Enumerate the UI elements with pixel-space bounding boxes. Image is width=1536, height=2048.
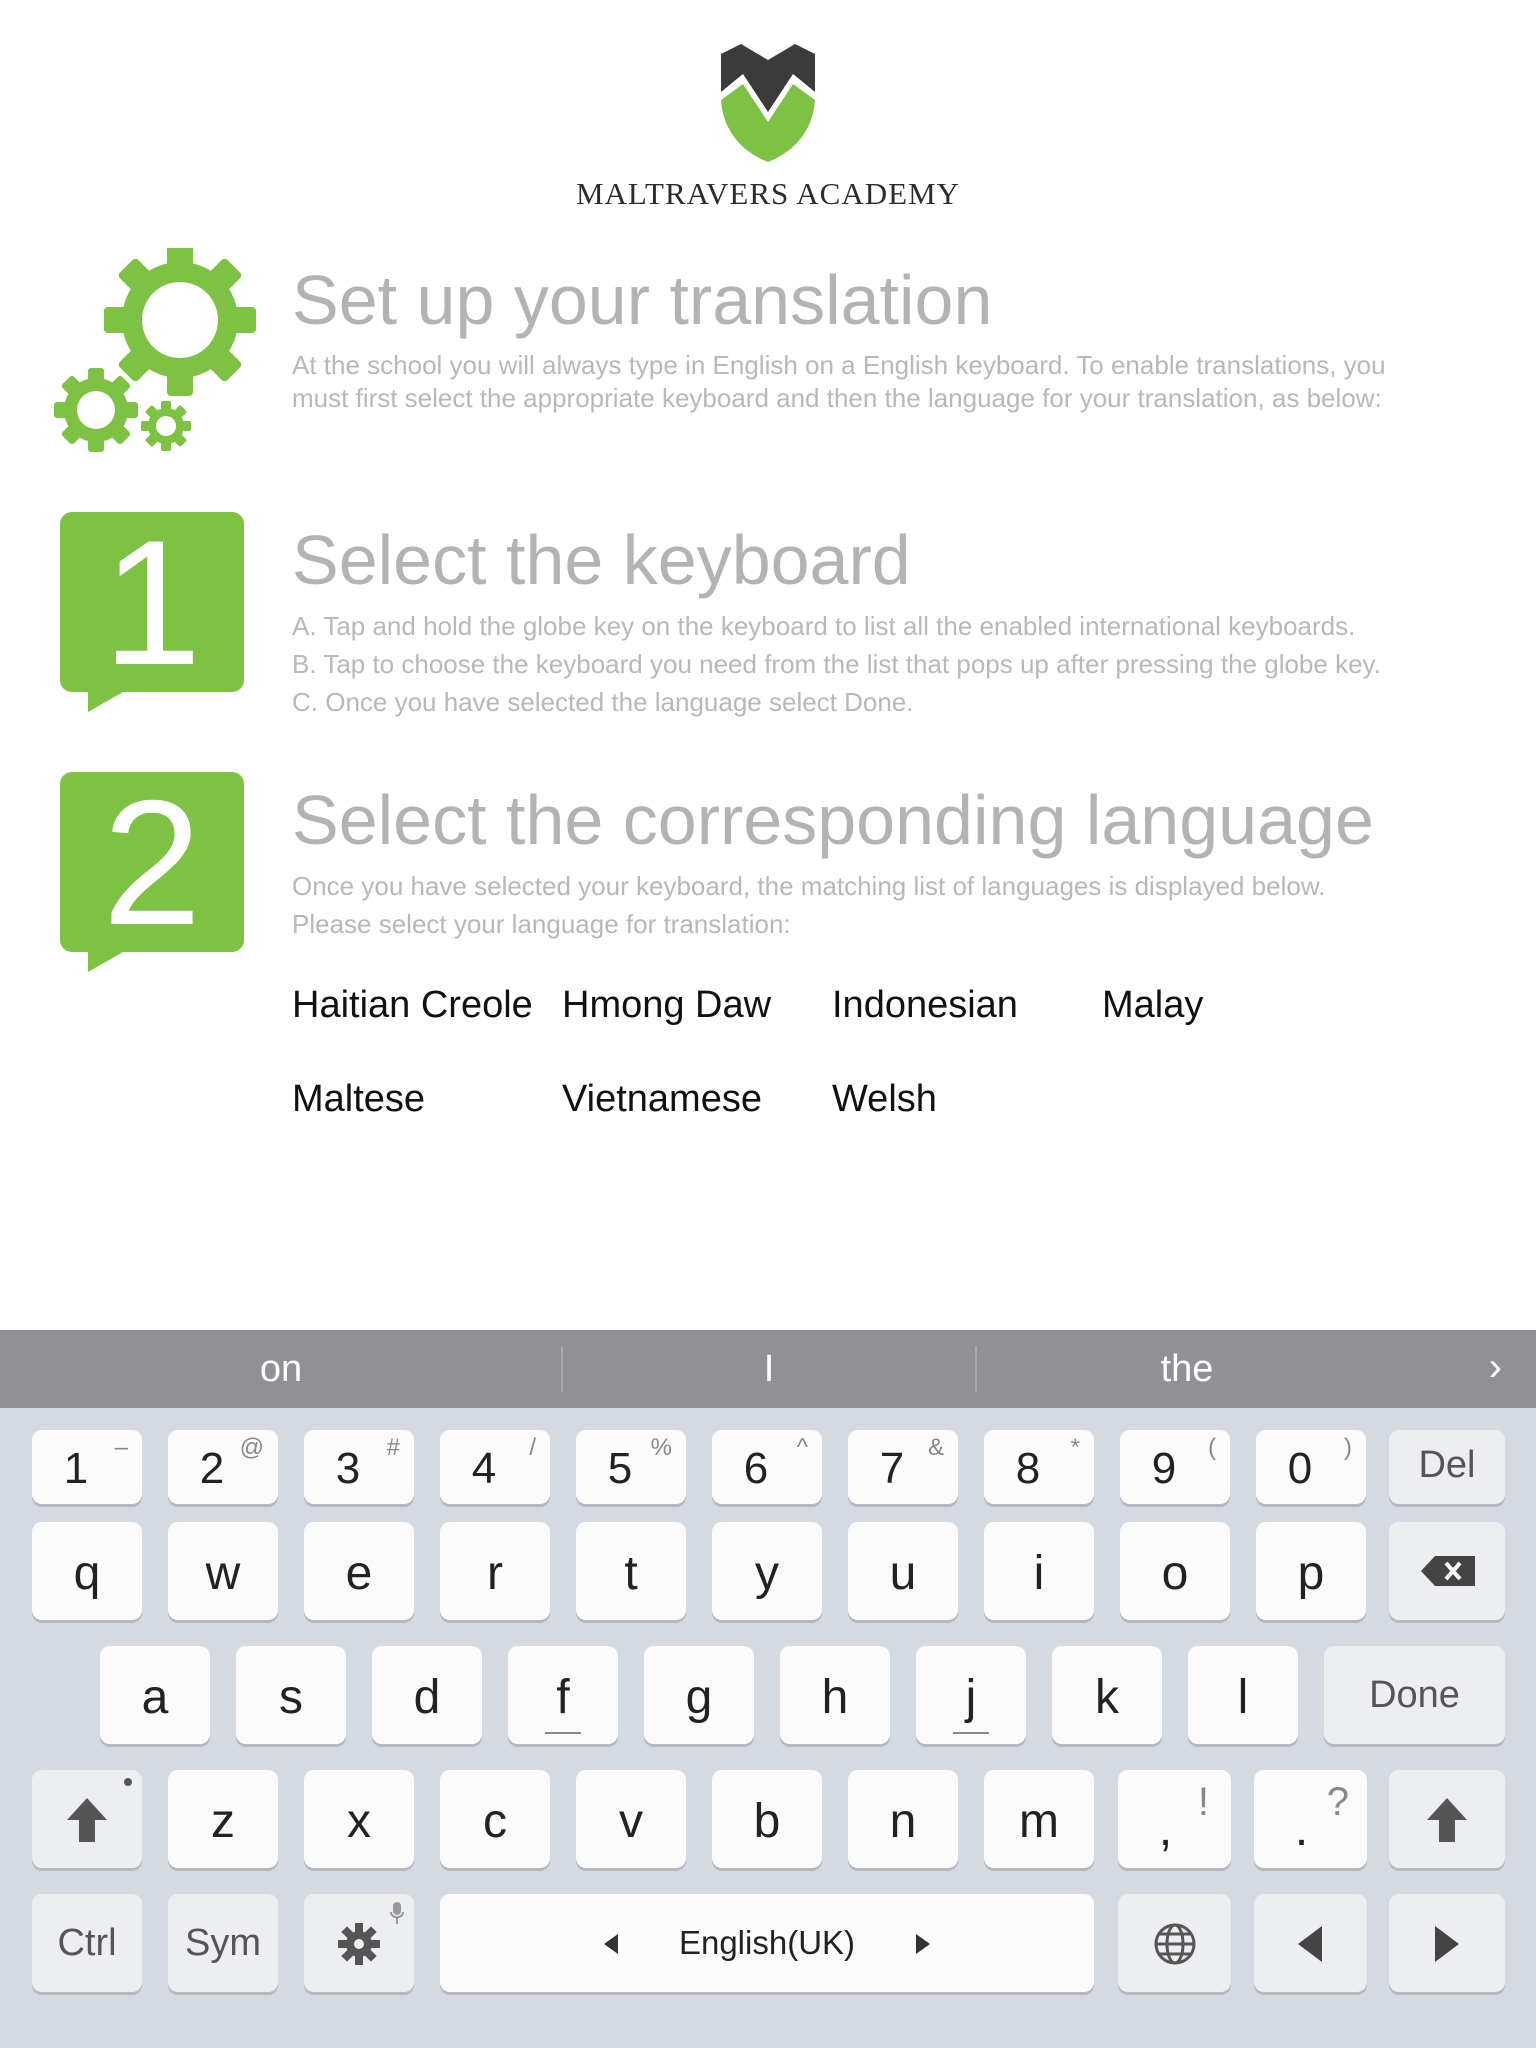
ctrl-key[interactable] [32, 1894, 142, 1992]
letter-key[interactable] [848, 1770, 958, 1868]
sym-key-label: Sym [185, 1922, 261, 1964]
letter-key-label: y [755, 1547, 779, 1600]
letter-key-label: f [556, 1671, 570, 1724]
step-1-title: Select the keyboard [292, 521, 911, 599]
done-key[interactable] [1324, 1646, 1505, 1744]
number-key-main: 3 [335, 1444, 361, 1493]
letter-key[interactable] [304, 1770, 414, 1868]
setup-line: must first select the appropriate keyboard and then the language for your translation, as below: [292, 383, 1382, 413]
number-key-alt: – [114, 1434, 128, 1461]
shift-icon [67, 1798, 107, 1842]
letter-key[interactable] [508, 1646, 618, 1744]
number-key[interactable] [440, 1430, 550, 1504]
globe-key[interactable] [1118, 1894, 1231, 1992]
globe-icon [1153, 1922, 1197, 1966]
step-1-line-b: B. Tap to choose the keyboard you need from the list that pops up after pressing the globe key. [292, 649, 1381, 679]
space-key[interactable] [440, 1894, 1094, 1992]
period-key-alt: ? [1326, 1780, 1349, 1824]
language-welsh[interactable]: Welsh [832, 1078, 937, 1120]
backspace-icon [1421, 1556, 1475, 1586]
step-2-line: Once you have selected your keyboard, the matching list of languages is displayed below. [292, 871, 1326, 901]
comma-key-alt: ! [1197, 1780, 1209, 1824]
suggestion-bar [0, 1330, 1536, 1408]
space-right-triangle-icon [916, 1934, 930, 1954]
letter-key-label: m [1019, 1795, 1059, 1848]
letter-key-label: n [889, 1795, 917, 1848]
step-2-line: Please select your language for translation: [292, 909, 791, 939]
letter-key[interactable] [236, 1646, 346, 1744]
school-name: MALTRAVERS ACADEMY [575, 176, 961, 211]
number-key[interactable] [32, 1430, 142, 1504]
letter-key[interactable] [984, 1522, 1094, 1620]
ctrl-key-label: Ctrl [57, 1922, 117, 1964]
number-key-alt: ^ [796, 1434, 808, 1461]
letter-key[interactable] [576, 1522, 686, 1620]
suggestion-on[interactable]: on [259, 1348, 303, 1390]
letter-key[interactable] [440, 1770, 550, 1868]
comma-key[interactable] [1118, 1770, 1231, 1868]
home-key-marker [545, 1732, 581, 1734]
del-key-label: Del [1418, 1444, 1476, 1486]
keyboard [0, 1408, 1536, 2048]
letter-key[interactable] [168, 1770, 278, 1868]
del-key[interactable] [1389, 1430, 1505, 1504]
comma-key-main: , [1158, 1803, 1173, 1856]
letter-key[interactable] [916, 1646, 1026, 1744]
letter-key[interactable] [712, 1522, 822, 1620]
letter-key-label: u [889, 1547, 917, 1600]
letter-key-label: a [141, 1671, 169, 1724]
left-arrow-icon [1298, 1926, 1322, 1962]
number-key[interactable] [1120, 1430, 1230, 1504]
letter-key[interactable] [1188, 1646, 1298, 1744]
microphone-icon [390, 1902, 404, 1924]
language-indonesian[interactable]: Indonesian [832, 984, 1018, 1026]
chevron-right-icon[interactable]: › [1488, 1345, 1502, 1389]
sym-key[interactable] [168, 1894, 278, 1992]
language-hmong-daw[interactable]: Hmong Daw [562, 984, 772, 1026]
caps-indicator [124, 1778, 132, 1786]
shift-right-key[interactable] [1389, 1770, 1505, 1868]
step-2-title: Select the corresponding language [292, 781, 1374, 859]
number-key-main: 6 [743, 1444, 769, 1493]
number-key-main: 7 [879, 1444, 905, 1493]
letter-key[interactable] [644, 1646, 754, 1744]
letter-key[interactable] [780, 1646, 890, 1744]
language-maltese[interactable]: Maltese [292, 1078, 426, 1120]
number-key-main: 9 [1151, 1444, 1177, 1493]
done-key-label: Done [1369, 1674, 1460, 1716]
gear-icon [337, 1922, 381, 1966]
suggestion-the[interactable]: the [1160, 1348, 1214, 1390]
period-key[interactable] [1254, 1770, 1367, 1868]
language-malay[interactable]: Malay [1102, 984, 1204, 1026]
letter-key-label: w [205, 1547, 241, 1600]
letter-key-label: p [1297, 1547, 1325, 1600]
number-key[interactable] [848, 1430, 958, 1504]
letter-key-label: d [413, 1671, 441, 1724]
number-key-main: 5 [607, 1444, 633, 1493]
letter-key-label: i [1033, 1547, 1045, 1600]
number-key-main: 4 [471, 1444, 497, 1493]
letter-key-label: r [487, 1547, 503, 1600]
letter-key-label: s [279, 1671, 303, 1724]
number-key-alt: & [927, 1434, 944, 1461]
number-key-alt: % [650, 1434, 672, 1461]
setup-description [292, 349, 1492, 415]
shift-left-key[interactable] [32, 1770, 142, 1868]
number-key-alt: # [386, 1434, 400, 1461]
letter-key[interactable] [1052, 1646, 1162, 1744]
letter-key[interactable] [848, 1522, 958, 1620]
letter-key[interactable] [372, 1646, 482, 1744]
step-2-badge [60, 772, 244, 977]
letter-key[interactable] [984, 1770, 1094, 1868]
letter-key-label: z [211, 1795, 235, 1848]
number-key-main: 2 [199, 1444, 225, 1493]
number-key-main: 1 [63, 1444, 89, 1493]
step-1-line-a: A. Tap and hold the globe key on the keyboard to list all the enabled international keyboards. [292, 611, 1356, 641]
number-key-alt: * [1070, 1434, 1080, 1461]
number-key-main: 8 [1015, 1444, 1041, 1493]
number-key[interactable] [712, 1430, 822, 1504]
right-arrow-key[interactable] [1389, 1894, 1505, 1992]
letter-key-label: j [965, 1671, 977, 1724]
letter-key-label: l [1237, 1671, 1249, 1724]
number-key-alt: ( [1208, 1434, 1216, 1461]
letter-key-label: q [73, 1547, 101, 1600]
home-key-marker [953, 1732, 989, 1734]
suggestion-i[interactable]: I [763, 1348, 775, 1390]
shift-icon [1427, 1798, 1467, 1842]
number-key-alt: @ [239, 1434, 264, 1461]
setup-line: At the school you will always type in English on a English keyboard. To enable translations, you [292, 350, 1386, 380]
letter-key[interactable] [712, 1770, 822, 1868]
step-2-instructions [292, 867, 1325, 943]
language-vietnamese[interactable]: Vietnamese [562, 1078, 762, 1120]
letter-key[interactable] [168, 1522, 278, 1620]
number-key[interactable] [576, 1430, 686, 1504]
number-key[interactable] [304, 1430, 414, 1504]
number-key-main: 0 [1287, 1444, 1313, 1493]
step-2-number: 2 [102, 772, 202, 962]
right-arrow-icon [1435, 1926, 1459, 1962]
setup-title: Set up your translation [292, 261, 993, 339]
letter-key-label: h [821, 1671, 849, 1724]
letter-key-label: b [753, 1795, 781, 1848]
letter-key[interactable] [100, 1646, 210, 1744]
school-logo [0, 40, 1536, 212]
number-key-alt: / [529, 1434, 536, 1461]
period-key-main: . [1294, 1803, 1309, 1856]
letter-key[interactable] [1120, 1522, 1230, 1620]
number-key-alt: ) [1344, 1434, 1352, 1461]
step-1-instructions [292, 607, 1381, 721]
language-haitian-creole[interactable]: Haitian Creole [292, 984, 533, 1026]
letter-key-label: o [1161, 1547, 1189, 1600]
letter-key-label: t [624, 1547, 638, 1600]
backspace-key[interactable] [1389, 1522, 1505, 1620]
letter-key-label: x [347, 1795, 371, 1848]
letter-key[interactable] [576, 1770, 686, 1868]
shield-m-logo-icon [713, 40, 823, 168]
letter-key-label: c [483, 1795, 507, 1848]
letter-key-label: k [1095, 1671, 1119, 1724]
letter-key-label: g [685, 1671, 713, 1724]
step-1-number: 1 [102, 512, 202, 702]
settings-key[interactable] [304, 1894, 414, 1992]
number-key[interactable] [1256, 1430, 1366, 1504]
space-key-label: English(UK) [678, 1924, 856, 1961]
left-arrow-key[interactable] [1254, 1894, 1367, 1992]
number-key[interactable] [168, 1430, 278, 1504]
letter-key-label: e [345, 1547, 373, 1600]
number-key[interactable] [984, 1430, 1094, 1504]
step-1-badge [60, 512, 244, 717]
letter-key[interactable] [32, 1522, 142, 1620]
letter-key[interactable] [1256, 1522, 1366, 1620]
letter-key[interactable] [304, 1522, 414, 1620]
step-1-line-c: C. Once you have selected the language select Done. [292, 687, 914, 717]
letter-key-label: v [619, 1795, 643, 1848]
letter-key[interactable] [440, 1522, 550, 1620]
gears-icon [48, 248, 258, 463]
